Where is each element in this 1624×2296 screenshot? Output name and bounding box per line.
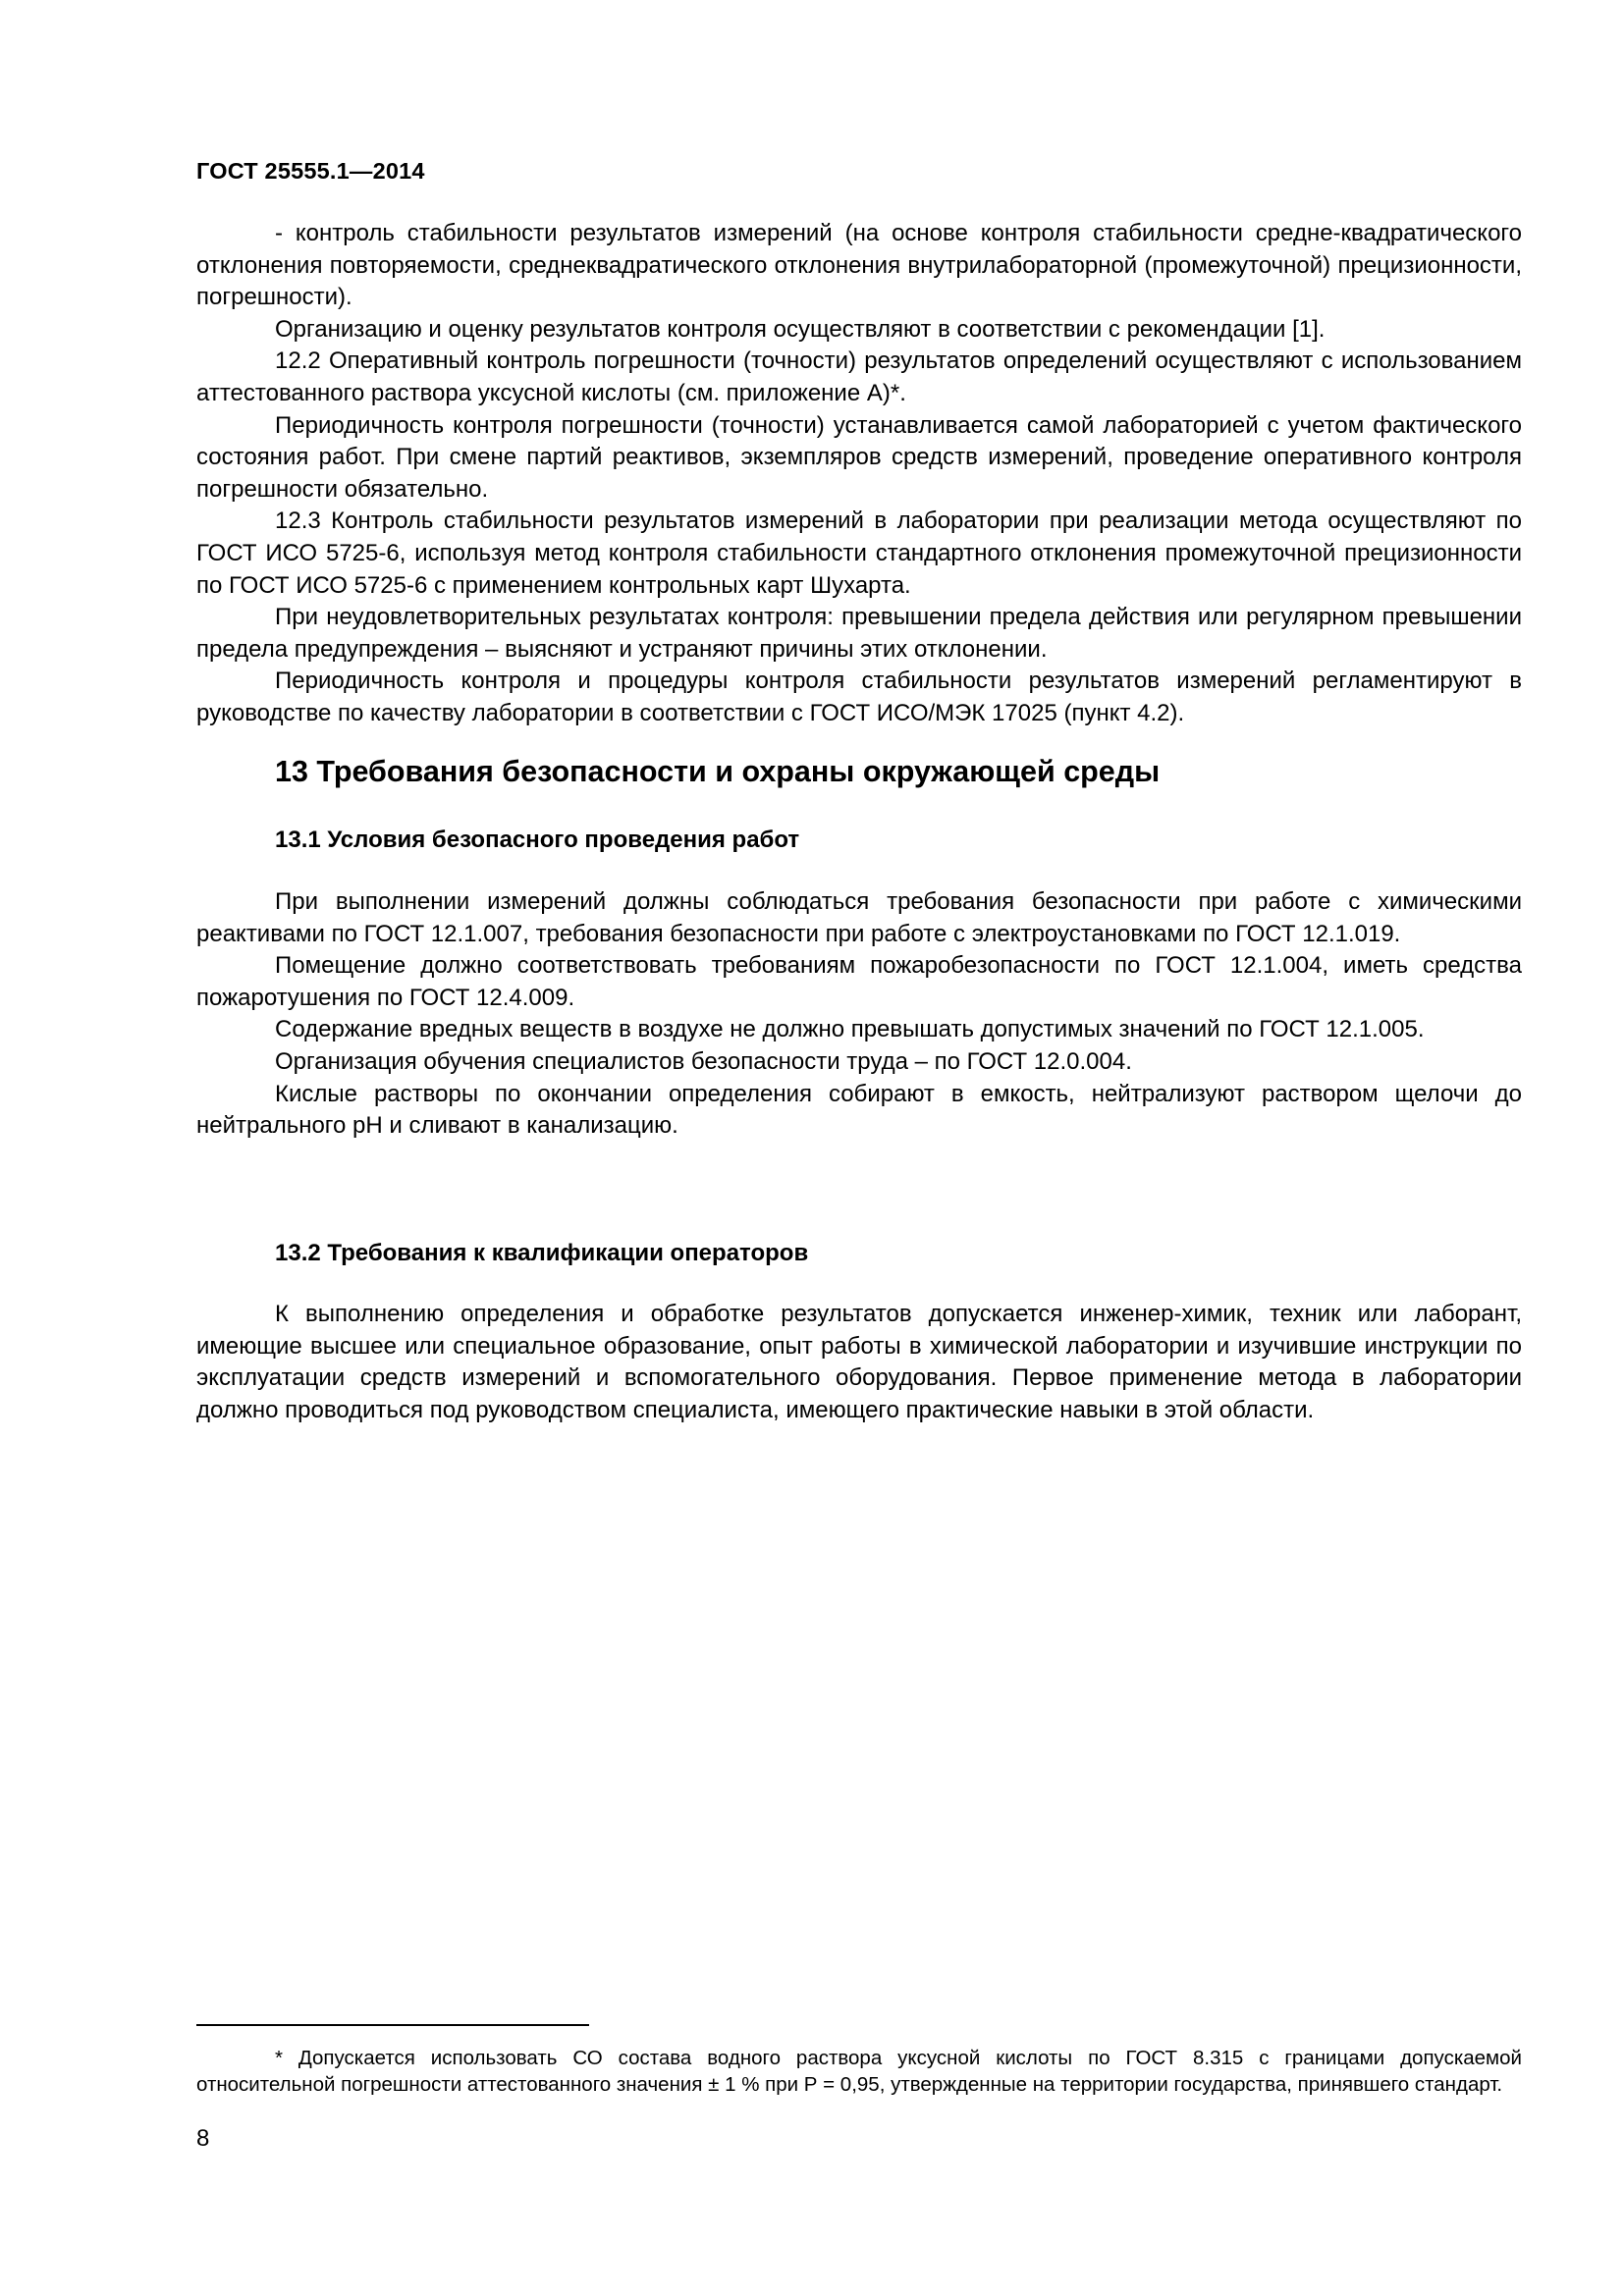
paragraph: 12.2 Оперативный контроль погрешности (точности) результатов определений осуществляют с использованием аттестованного раствора уксусной кислоты (см. приложение А)*. <box>196 347 1522 406</box>
paragraph: Содержание вредных веществ в воздухе не должно превышать допустимых значений по ГОСТ 12.1.005. <box>275 1016 1425 1043</box>
paragraph: Периодичность контроля погрешности (точности) устанавливается самой лабораторией с учетом фактического состояния работ. При смене партий реактивов, экземпляров средств измерений, проведение оперативного контроля погрешности обязательно. <box>196 411 1522 503</box>
subsection-13-1-heading: 13.1 Условия безопасного проведения работ <box>275 827 800 853</box>
paragraph: - контроль стабильности результатов измерений (на основе контроля стабильности средне-квадратического отклонения повторяемости, среднеквадратического отклонения внутрилабораторной (промежуточной) прецизионности, погрешности). <box>196 220 1522 311</box>
paragraph: При неудовлетворительных результатах контроля: превышении предела действия или регулярном превышении предела предупреждения – выясняют и устраняют причины этих отклонении. <box>196 604 1522 663</box>
footnote: * Допускается использовать СО состава водного раствора уксусной кислоты по ГОСТ 8.315 с границами допускаемой относительной погрешности аттестованного значения ± 1 % при Р = 0,95, утвержденные на территории государства, принявшего стандарт. <box>196 2047 1522 2096</box>
subsection-13-2-body <box>196 1299 1522 1426</box>
section-12-continued <box>196 218 1522 730</box>
subsection-13-2-heading: 13.2 Требования к квалификации операторов <box>275 1240 809 1266</box>
paragraph: При выполнении измерений должны соблюдаться требования безопасности при работе с химическими реактивами по ГОСТ 12.1.007, требования безопасности при работе с электроустановками по ГОСТ 12.1.019. <box>196 888 1522 947</box>
paragraph: Организацию и оценку результатов контроля осуществляют в соответствии с рекомендации [1]. <box>275 315 1326 343</box>
paragraph: Кислые растворы по окончании определения собирают в емкость, нейтрализуют раствором щелочи до нейтрального рН и сливают в канализацию. <box>196 1080 1522 1140</box>
paragraph: Периодичность контроля и процедуры контроля стабильности результатов измерений регламентируют в руководстве по качеству лаборатории в соответствии с ГОСТ ИСО/МЭК 17025 (пункт 4.2). <box>196 667 1522 726</box>
document-header: ГОСТ 25555.1—2014 <box>196 158 425 184</box>
paragraph: 12.3 Контроль стабильности результатов измерений в лаборатории при реализации метода осуществляют по ГОСТ ИСО 5725-6, используя метод контроля стабильности стандартного отклонения промежуточной прецизионности по ГОСТ ИСО 5725-6 с применением контрольных карт Шухарта. <box>196 507 1522 599</box>
subsection-13-1-body <box>196 886 1522 1143</box>
paragraph: К выполнению определения и обработке результатов допускается инженер-химик, техник или лаборант, имеющие высшее или специальное образование, опыт работы в химической лаборатории и изучившие инструкции по эксплуатации средств измерений и вспомогательного оборудования. Первое применение метода в лаборатории должно проводиться под руководством специалиста, имеющего практические навыки в этой области. <box>196 1301 1522 1423</box>
paragraph: Организация обучения специалистов безопасности труда – по ГОСТ 12.0.004. <box>275 1047 1132 1075</box>
page-number: 8 <box>196 2125 210 2152</box>
footnote-separator <box>196 2024 589 2026</box>
section-13-heading: 13 Требования безопасности и охраны окружающей среды <box>275 755 1161 788</box>
paragraph: Помещение должно соответствовать требованиям пожаробезопасности по ГОСТ 12.1.004, иметь средства пожаротушения по ГОСТ 12.4.009. <box>196 952 1522 1011</box>
